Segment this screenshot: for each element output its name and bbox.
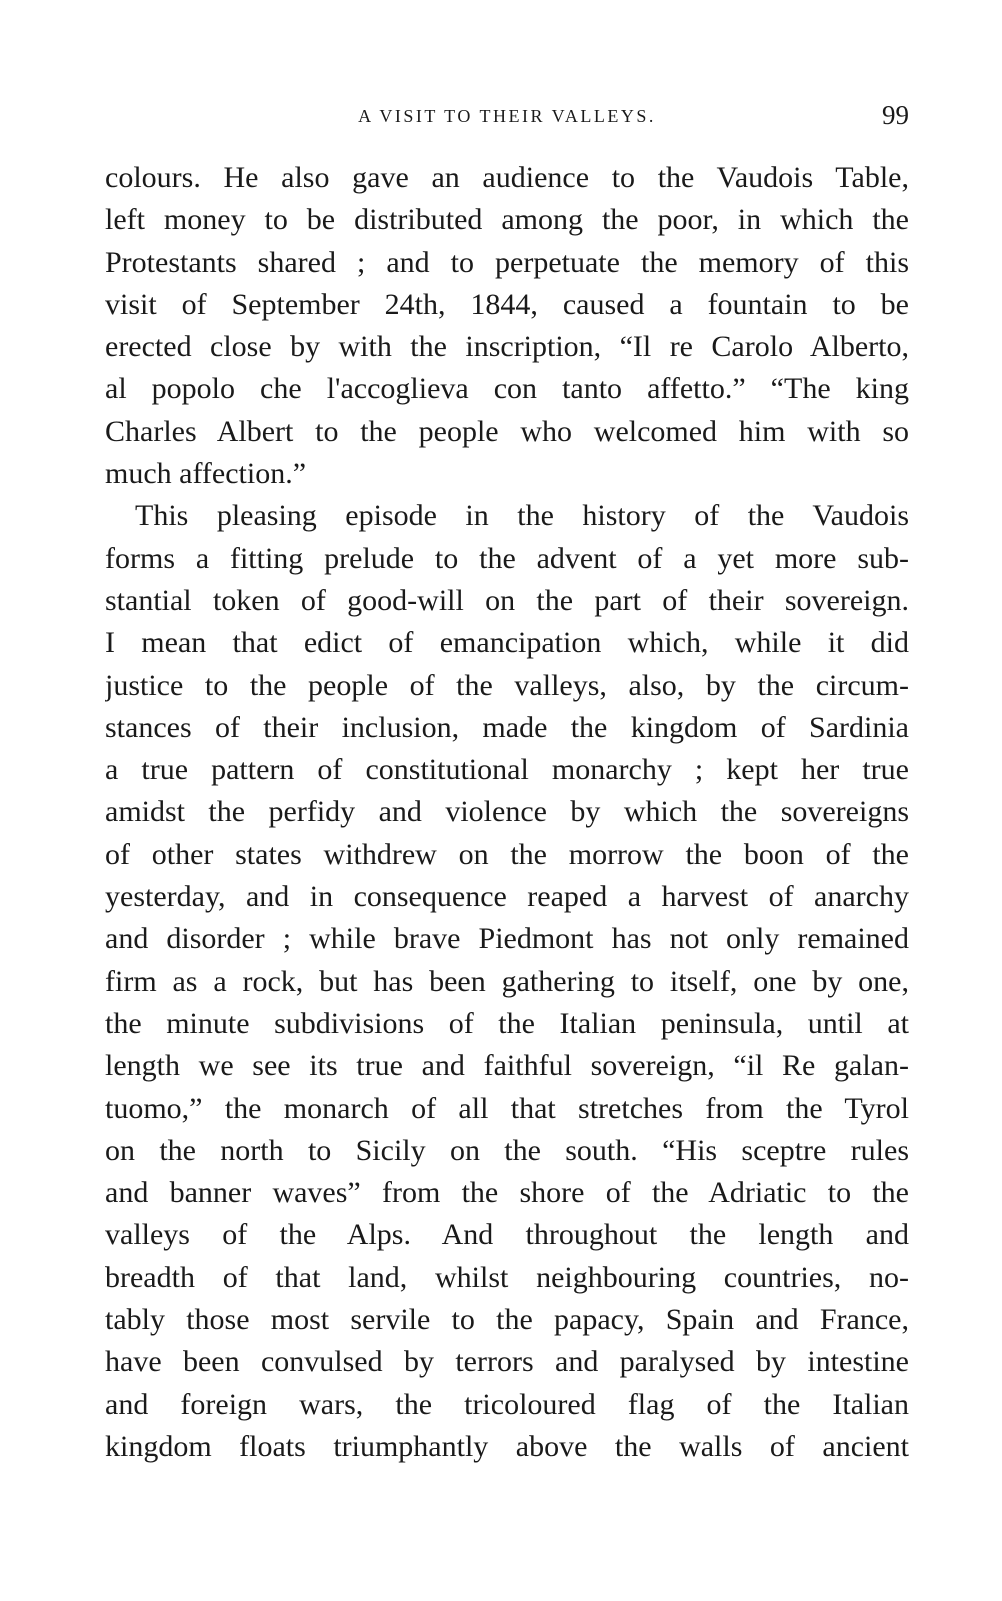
text-line: Protestants shared ; and to perpetuate the memory of this xyxy=(105,245,909,279)
page-number: 99 xyxy=(882,100,909,130)
text-line: This pleasing episode in the history of the Vaudois xyxy=(135,499,909,533)
text-line: visit of September 24th, 1844, caused a fountain to be xyxy=(105,287,909,321)
running-title: A VISIT TO THEIR VALLEYS. xyxy=(358,106,656,126)
text-line: kingdom floats triumphantly above the walls of ancient xyxy=(105,1429,909,1463)
text-line: forms a fitting prelude to the advent of a yet more sub- xyxy=(105,541,909,575)
text-line: I mean that edict of emancipation which, while it did xyxy=(105,626,909,660)
text-line: and disorder ; while brave Piedmont has not only remained xyxy=(105,922,909,956)
text-line: stantial token of good-will on the part of their sovereign. xyxy=(105,583,909,617)
text-line: Charles Albert to the people who welcomed him with so xyxy=(105,414,909,448)
text-line: and foreign wars, the tricoloured flag of the Italian xyxy=(105,1387,909,1421)
text-line: amidst the perfidy and violence by which the sovereigns xyxy=(105,795,909,829)
text-line: a true pattern of constitutional monarchy ; kept her true xyxy=(105,753,909,787)
text-line: length we see its true and faithful sovereign, “il Re galan- xyxy=(105,1049,909,1083)
text-line: tuomo,” the monarch of all that stretches from the Tyrol xyxy=(105,1091,909,1125)
text-line: colours. He also gave an audience to the Vaudois Table, xyxy=(105,161,909,194)
running-head xyxy=(105,100,909,132)
text-line: valleys of the Alps. And throughout the length and xyxy=(105,1218,909,1252)
text-line: the minute subdivisions of the Italian peninsula, until at xyxy=(105,1006,909,1040)
text-line: left money to be distributed among the poor, in which the xyxy=(105,203,909,237)
body-text xyxy=(105,157,909,1468)
text-line: on the north to Sicily on the south. “His sceptre rules xyxy=(105,1133,909,1167)
text-line: justice to the people of the valleys, also, by the circum- xyxy=(105,668,909,702)
text-line: yesterday, and in consequence reaped a harvest of anarchy xyxy=(105,880,909,914)
text-line: much affection.” xyxy=(105,457,307,491)
text-line: tably those most servile to the papacy, Spain and France, xyxy=(105,1303,909,1337)
text-line: breadth of that land, whilst neighbouring countries, no- xyxy=(105,1260,909,1294)
text-line: and banner waves” from the shore of the Adriatic to the xyxy=(105,1176,909,1210)
text-line: have been convulsed by terrors and paralysed by intestine xyxy=(105,1345,909,1379)
text-line: firm as a rock, but has been gathering to itself, one by one, xyxy=(105,964,909,998)
text-line: erected close by with the inscription, “Il re Carolo Alberto, xyxy=(105,330,909,364)
text-line: stances of their inclusion, made the kingdom of Sardinia xyxy=(105,710,909,744)
text-line: al popolo che l'accoglieva con tanto affetto.” “The king xyxy=(105,372,909,406)
text-line: of other states withdrew on the morrow the boon of the xyxy=(105,837,909,871)
